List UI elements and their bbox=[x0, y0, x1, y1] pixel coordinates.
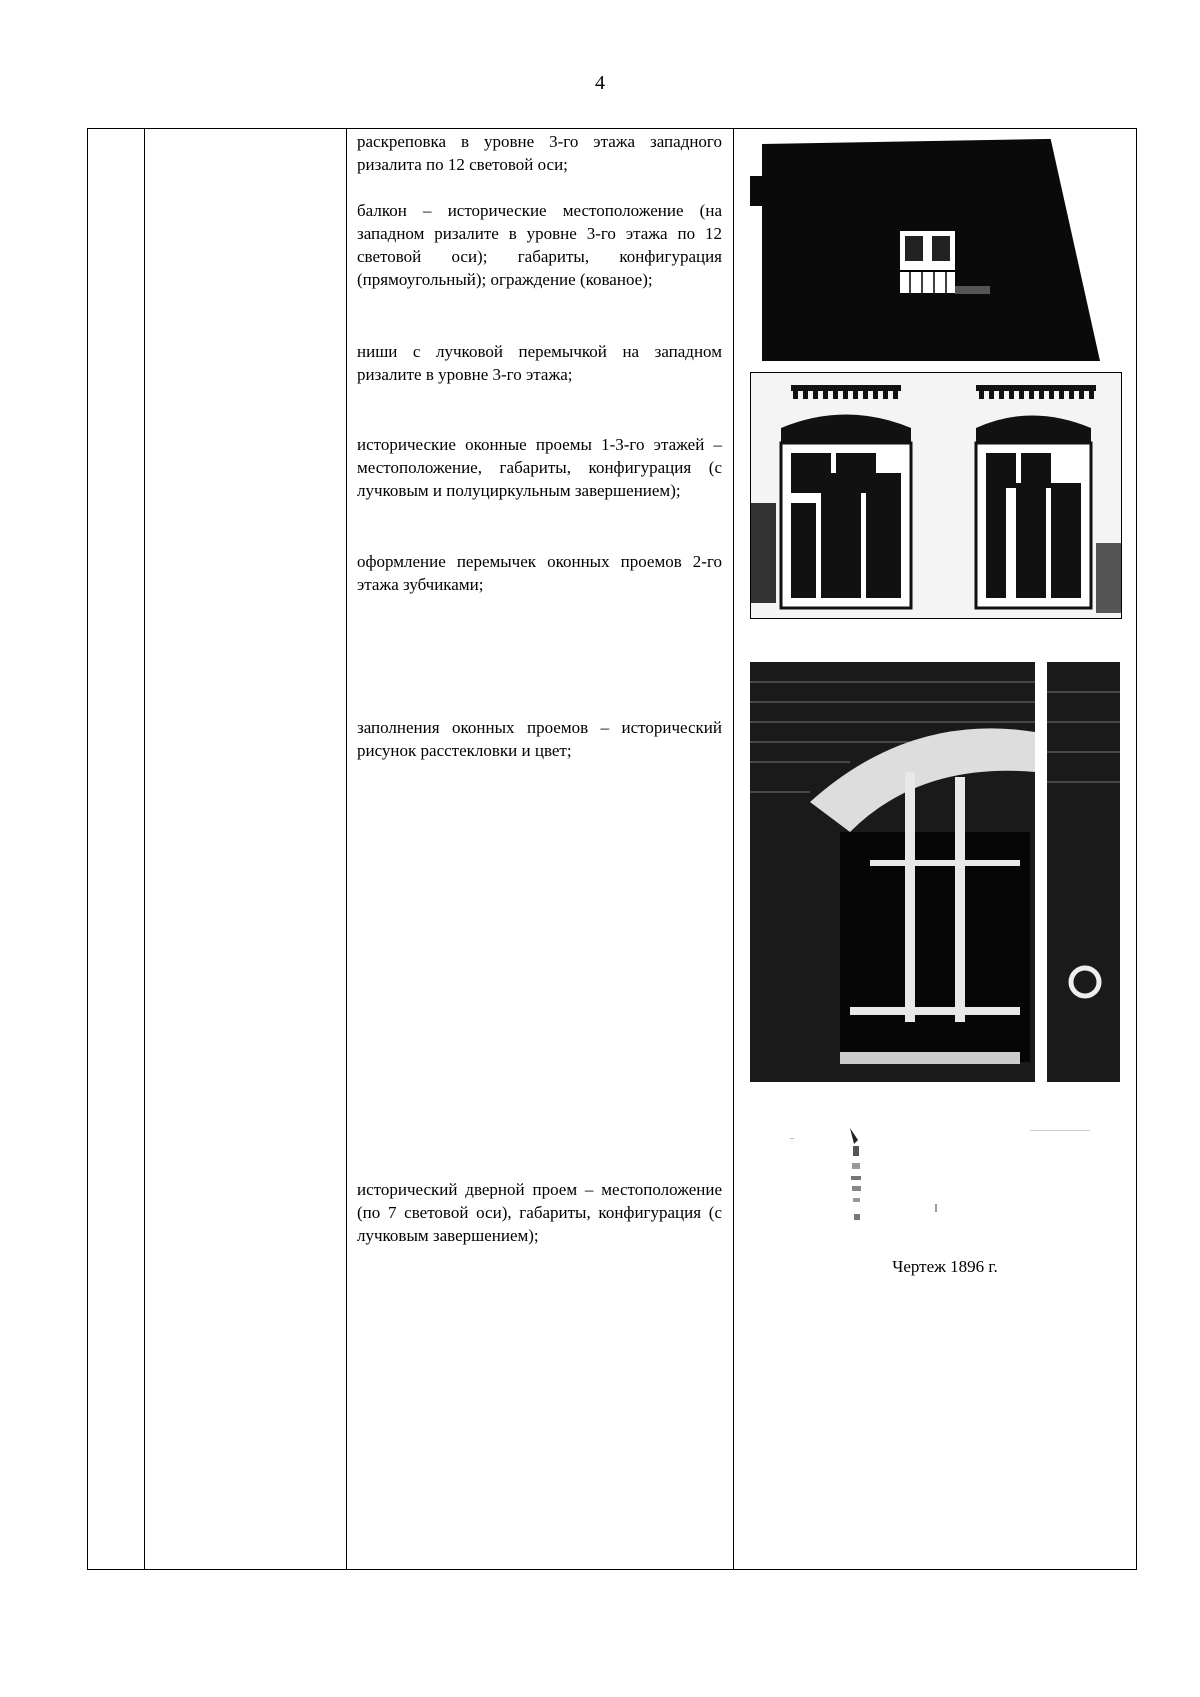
facade-balcony-photo bbox=[750, 136, 1125, 361]
table-column-divider bbox=[144, 129, 145, 1569]
item-niches: ниши с лучковой перемычкой на западном ризалите в уровне 3-го этажа; bbox=[357, 342, 722, 384]
arched-window-photo bbox=[750, 662, 1120, 1082]
item-door-opening: исторический дверной проем – местоположение (по 7 световой оси), габариты, конфигурация (с лучковым завершением); bbox=[357, 1180, 722, 1245]
drawing-caption: Чертеж 1896 г. bbox=[892, 1257, 998, 1276]
item-window-openings: исторические оконные проемы 1-3-го этажей – местоположение, габариты, конфигурация (с лучковым и полуциркульным завершением); bbox=[357, 435, 722, 500]
item-raskrepovka: раскреповка в уровне 3-го этажа западного ризалита по 12 световой оси; bbox=[357, 132, 722, 174]
drawing-1896-image bbox=[750, 1118, 1125, 1248]
item-balcony: балкон – исторические местоположение (на западном ризалите в уровне 3-го этажа по 12 световой оси); габариты, конфигурация (прямоугольный); ограждение (кованое); bbox=[357, 201, 722, 289]
table-column-divider bbox=[733, 129, 734, 1569]
table-column-divider bbox=[346, 129, 347, 1569]
page-number: 4 bbox=[595, 72, 605, 94]
item-window-fillings: заполнения оконных проемов – исторический рисунок расстекловки и цвет; bbox=[357, 718, 722, 760]
item-window-lintels: оформление перемычек оконных проемов 2-го этажа зубчиками; bbox=[357, 552, 722, 594]
second-floor-windows-photo bbox=[750, 372, 1122, 619]
